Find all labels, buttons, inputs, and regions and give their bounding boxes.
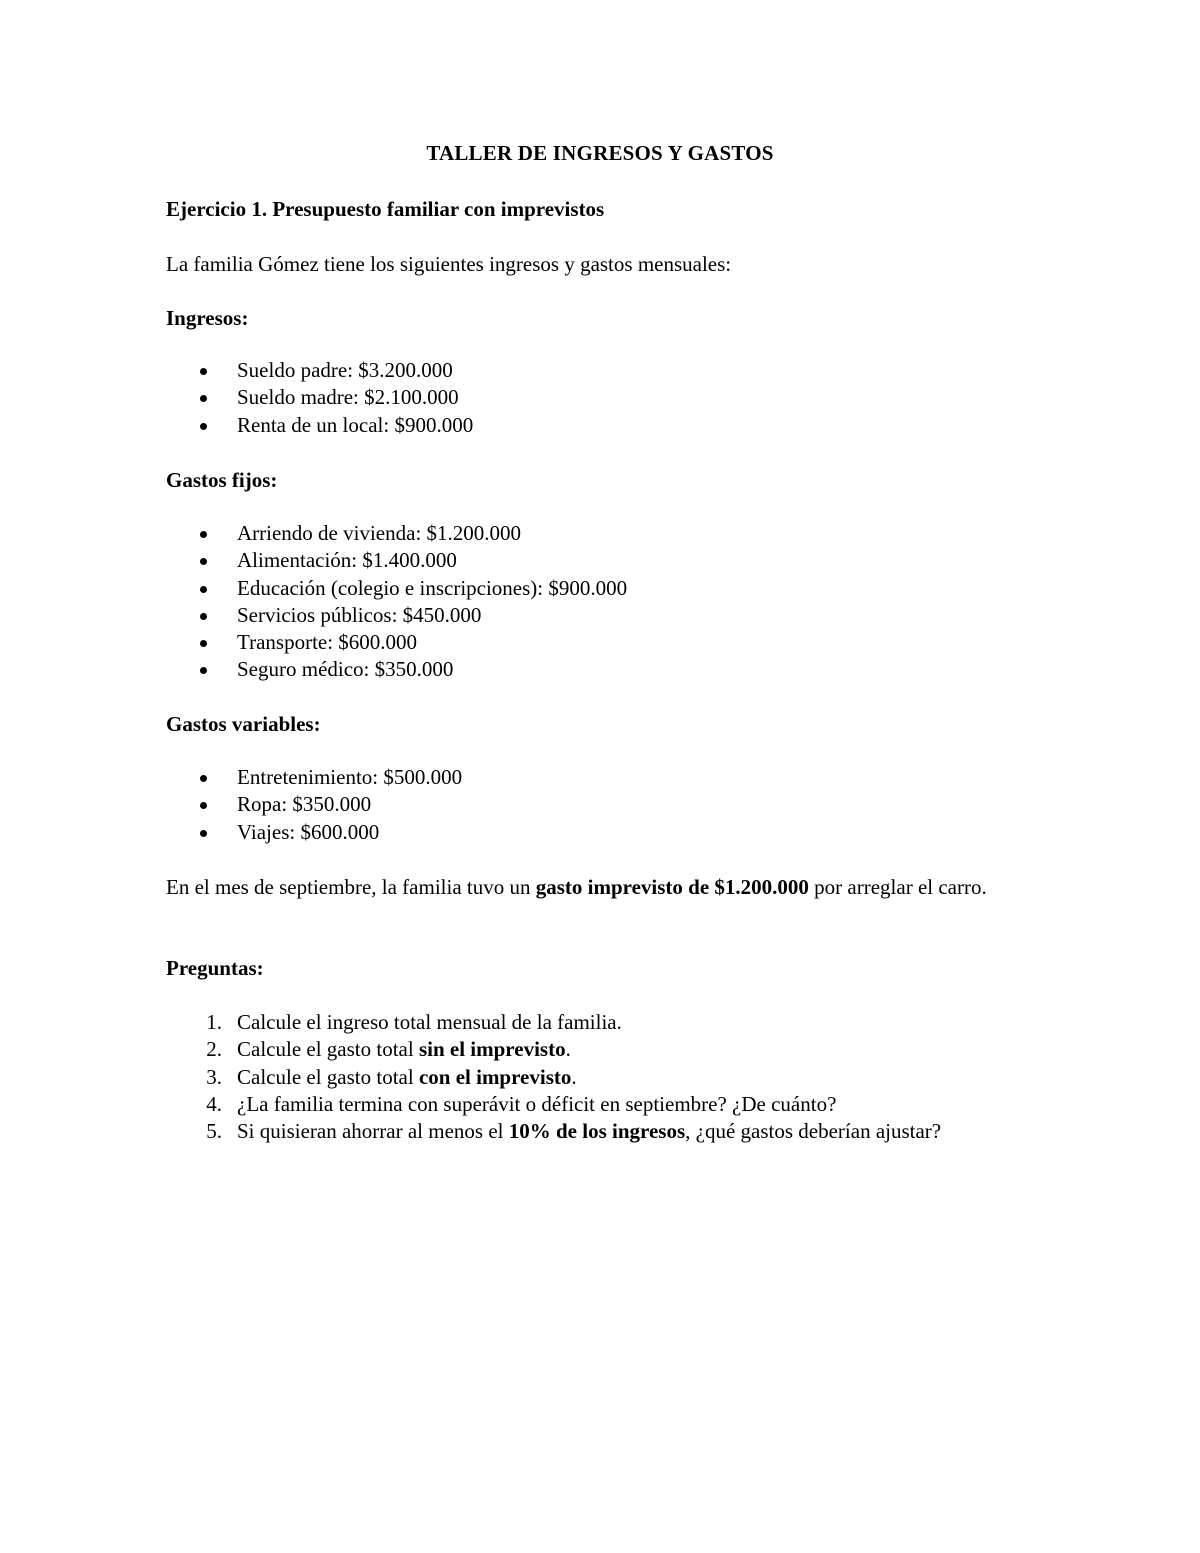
gastos-fijos-list: [166, 520, 1066, 684]
question-number: 4.: [206, 1091, 222, 1116]
list-item: [166, 575, 1066, 602]
question-item: [166, 1118, 1066, 1145]
list-item-text: Transporte: $600.000: [237, 630, 418, 655]
bullet-icon: [200, 395, 207, 402]
ingresos-list: [166, 357, 1066, 439]
bullet-icon: [200, 830, 207, 837]
question-text-after: .: [565, 1037, 571, 1062]
question-emphasis: con el imprevisto: [418, 1064, 572, 1089]
list-item: [166, 547, 1066, 574]
list-item-text: Servicios públicos: $450.000: [237, 602, 482, 627]
gastos-variables-heading: Gastos variables:: [166, 712, 321, 736]
question-item: [166, 1036, 1066, 1063]
ingresos-heading: Ingresos:: [166, 306, 249, 330]
bullet-icon: [200, 802, 207, 809]
bullet-icon: [200, 613, 207, 620]
list-item-text: Viajes: $600.000: [237, 819, 380, 844]
question-text-after: , ¿qué gastos deberían ajustar?: [685, 1119, 942, 1144]
bullet-icon: [200, 368, 207, 375]
question-number: 5.: [206, 1119, 222, 1144]
question-text-after: .: [571, 1064, 577, 1089]
bullet-icon: [200, 531, 207, 538]
list-item-text: Sueldo padre: $3.200.000: [237, 358, 453, 382]
bullet-icon: [200, 667, 207, 674]
bullet-icon: [200, 558, 207, 565]
question-text: ¿La familia termina con superávit o déficit en septiembre? ¿De cuánto?: [237, 1091, 837, 1116]
bullet-icon: [200, 775, 207, 782]
list-item: [166, 384, 1066, 411]
document-title: TALLER DE INGRESOS Y GASTOS: [426, 141, 774, 165]
question-number: 3.: [206, 1064, 222, 1089]
list-item: [166, 656, 1066, 683]
list-item-text: Sueldo madre: $2.100.000: [237, 385, 459, 410]
question-item: [166, 1064, 1066, 1091]
exercise-heading: Ejercicio 1. Presupuesto familiar con imprevistos: [166, 197, 605, 221]
question-item: [166, 1009, 1066, 1036]
question-item: [166, 1091, 1066, 1118]
preguntas-list: [166, 1009, 1066, 1145]
question-text: Calcule el ingreso total mensual de la familia.: [237, 1010, 622, 1034]
bullet-icon: [200, 640, 207, 647]
question-text: Calcule el gasto total: [237, 1037, 419, 1062]
imprevisto-paragraph: [166, 874, 1036, 901]
imprevisto-text-before: En el mes de septiembre, la familia tuvo un: [166, 875, 536, 899]
bullet-icon: [200, 586, 207, 593]
bullet-icon: [200, 423, 207, 430]
question-number: 1.: [206, 1010, 222, 1034]
question-number: 2.: [206, 1037, 222, 1062]
list-item-text: Alimentación: $1.400.000: [237, 548, 457, 573]
imprevisto-text-after: por arreglar el carro.: [808, 875, 987, 899]
list-item: [166, 819, 1066, 846]
list-item: [166, 791, 1066, 818]
gastos-variables-list: [166, 764, 1066, 846]
question-emphasis: sin el imprevisto: [418, 1037, 566, 1062]
list-item-text: Ropa: $350.000: [237, 792, 372, 817]
list-item: [166, 629, 1066, 656]
question-text: Calcule el gasto total: [237, 1064, 419, 1089]
list-item: [166, 357, 1066, 384]
list-item: [166, 412, 1066, 439]
intro-paragraph: La familia Gómez tiene los siguientes ingresos y gastos mensuales:: [166, 252, 732, 276]
question-text: Si quisieran ahorrar al menos el: [237, 1119, 509, 1144]
imprevisto-amount: gasto imprevisto de $1.200.000: [535, 875, 809, 899]
preguntas-heading: Preguntas:: [166, 956, 264, 980]
list-item-text: Entretenimiento: $500.000: [237, 765, 463, 789]
list-item-text: Seguro médico: $350.000: [237, 657, 454, 682]
list-item-text: Renta de un local: $900.000: [237, 412, 474, 437]
list-item: [166, 520, 1066, 547]
list-item: [166, 602, 1066, 629]
list-item-text: Arriendo de vivienda: $1.200.000: [237, 521, 522, 545]
question-emphasis: 10% de los ingresos: [508, 1119, 686, 1144]
gastos-fijos-heading: Gastos fijos:: [166, 468, 278, 492]
list-item: [166, 764, 1066, 791]
list-item-text: Educación (colegio e inscripciones): $900.000: [237, 575, 628, 600]
